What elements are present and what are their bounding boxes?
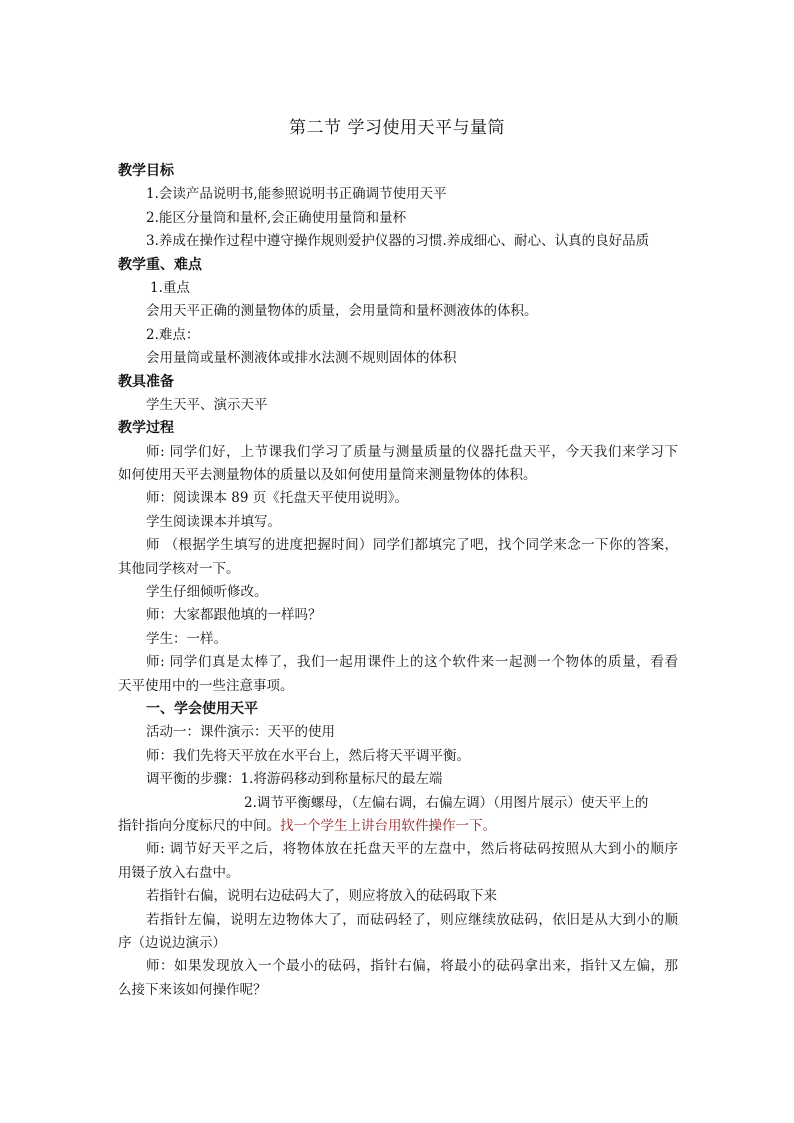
section-heading-goals: 教学目标	[118, 163, 174, 179]
paragraph-line: 天平使用中的一些注意事项。	[118, 677, 294, 694]
paragraph-line: 么接下来该如何操作呢？	[118, 981, 267, 998]
paragraph-line: 师: 同学们真是太棒了，我们一起用课件上的这个软件来一起测一个物体的质量，看看	[146, 654, 678, 671]
section-heading-tools: 教具准备	[118, 373, 174, 390]
difficult-label: 2.难点：	[146, 326, 200, 343]
paragraph-line: 学生仔细倾听修改。	[146, 584, 268, 601]
paragraph-line: 其他同学核对一下。	[118, 560, 240, 577]
paragraph-line: 师：如果发现放入一个最小的砝码，指针右偏，将最小的砝码拿出来，指针又左偏，那	[146, 958, 678, 975]
paragraph-line: 师：大家都跟他填的一样吗？	[146, 607, 322, 624]
paragraph-line: 师 （根据学生填写的进度把握时间）同学们都填完了吧，找个同学来念一下你的答案，	[146, 537, 678, 554]
difficult-text: 会用量筒或量杯测液体或排水法测不规则固体的体积	[146, 350, 457, 367]
section-heading-process: 教学过程	[118, 420, 174, 437]
paragraph-line: 学生阅读课本并填写。	[146, 513, 281, 530]
highlighted-instruction: 找一个学生上讲台用软件操作一下。	[280, 817, 496, 834]
paragraph-line: 调平衡的步骤：1.将游码移动到称量标尺的最左端	[146, 771, 443, 788]
section-heading-keypoints: 教学重、难点	[118, 256, 202, 273]
paragraph-line: 2.调节平衡螺母，（左偏右调，右偏左调）（用图片展示）使天平上的	[244, 794, 649, 811]
paragraph-line: 师：我们先将天平放在水平台上，然后将天平调平衡。	[146, 747, 470, 764]
paragraph-line: 若指针左偏，说明左边物体大了，而砝码轻了，则应继续放砝码，依旧是从大到小的顺	[146, 911, 678, 928]
paragraph-line: 师: 调节好天平之后，将物体放在托盘天平的左盘中，然后将砝码按照从大到小的顺序	[146, 841, 678, 858]
tools-text: 学生天平、演示天平	[146, 396, 268, 413]
paragraph-text: 指针指向分度标尺的中间。	[118, 817, 280, 834]
paragraph-line: 活动一：课件演示：天平的使用	[146, 724, 335, 741]
paragraph-line: 师：阅读课本 89 页《托盘天平使用说明》。	[146, 490, 409, 507]
paragraph-line: 师: 同学们好，上节课我们学习了质量与测量质量的仪器托盘天平，今天我们来学习下	[146, 443, 678, 460]
key-text: 会用天平正确的测量物体的质量，会用量筒和量杯测液体的体积。	[146, 303, 538, 320]
document-body	[118, 160, 678, 1002]
subsection-heading-balance: 一、学会使用天平	[146, 700, 258, 717]
paragraph-line: 用镊子放入右盘中。	[118, 864, 240, 881]
goal-item-1: 1.会读产品说明书,能参照说明书正确调节使用天平	[146, 186, 447, 203]
paragraph-line: 序（边说边演示）	[118, 934, 226, 951]
paragraph-line: 如何使用天平去测量物体的质量以及如何使用量筒来测量物体的体积。	[118, 467, 537, 484]
paragraph-line: 学生：一样。	[146, 630, 227, 647]
page-title: 第二节 学习使用天平与量筒	[289, 118, 505, 138]
key-label: 1.重点	[150, 279, 190, 296]
paragraph-line: 若指针右偏，说明右边砝码大了，则应将放入的砝码取下来	[146, 888, 497, 905]
goal-item-2: 2.能区分量筒和量杯,会正确使用量筒和量杯	[146, 209, 407, 226]
paragraph-line	[118, 815, 678, 838]
goal-item-3: 3.养成在操作过程中遵守操作规则爱护仪器的习惯.养成细心、耐心、认真的良好品质	[146, 233, 650, 250]
